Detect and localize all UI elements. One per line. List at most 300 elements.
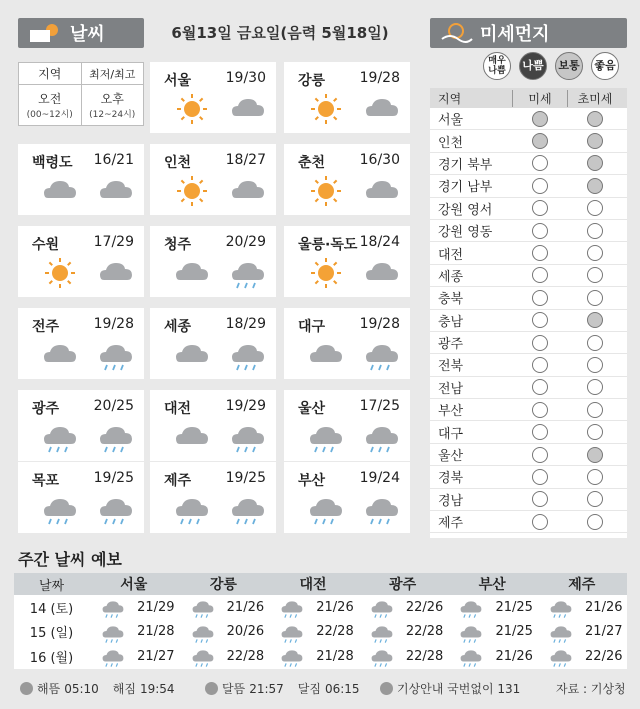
city-name: 제주 bbox=[164, 473, 192, 489]
dust-table-header bbox=[430, 88, 627, 108]
pm25-indicator bbox=[587, 267, 603, 283]
city-name: 청주 bbox=[164, 237, 192, 253]
rain-icon bbox=[279, 646, 305, 668]
pm10-indicator bbox=[532, 155, 548, 171]
weekly-temp: 21/25 bbox=[495, 599, 533, 615]
weekly-temp: 21/26 bbox=[316, 599, 354, 615]
city-card bbox=[284, 144, 410, 215]
rain-icon-wrap bbox=[369, 597, 395, 611]
weekly-title: 주간 날씨 예보 bbox=[18, 550, 122, 569]
dust-header-region: 지역 bbox=[438, 91, 462, 106]
weekly-temp: 22/26 bbox=[585, 648, 623, 664]
pm25-indicator bbox=[587, 200, 603, 216]
cloud-icon bbox=[362, 174, 402, 208]
pm10-indicator bbox=[532, 200, 548, 216]
rain-icon bbox=[96, 420, 136, 454]
dust-cloud-icon bbox=[438, 21, 474, 45]
rain-icon bbox=[96, 492, 136, 526]
city-card bbox=[150, 390, 276, 461]
pm25-indicator bbox=[587, 491, 603, 507]
rain-icon-wrap bbox=[458, 597, 484, 611]
city-card bbox=[150, 144, 276, 215]
rain-icon bbox=[100, 597, 126, 619]
rain-icon bbox=[279, 622, 305, 644]
dust-row bbox=[430, 354, 627, 376]
info-text: 기상안내 국번없이 131 bbox=[397, 682, 521, 696]
source-line bbox=[556, 680, 626, 697]
rain-icon bbox=[458, 646, 484, 668]
rain-icon bbox=[362, 338, 402, 372]
weekly-row bbox=[14, 620, 627, 645]
info-line bbox=[380, 680, 520, 697]
dust-row bbox=[430, 421, 627, 443]
pm25-indicator bbox=[587, 223, 603, 239]
rain-icon bbox=[190, 646, 216, 668]
rain-icon-wrap bbox=[100, 597, 126, 611]
city-card bbox=[18, 390, 144, 461]
city-name: 백령도 bbox=[32, 155, 73, 171]
moon-icon bbox=[205, 682, 218, 695]
cloud-icon bbox=[228, 174, 268, 208]
city-temp: 19/24 bbox=[359, 470, 400, 486]
pm25-indicator bbox=[587, 514, 603, 530]
rain-icon bbox=[279, 597, 305, 619]
rain-icon-wrap bbox=[279, 646, 305, 660]
sun-icon bbox=[20, 682, 33, 695]
rain-icon-wrap bbox=[100, 646, 126, 660]
city-temp: 19/28 bbox=[93, 316, 134, 332]
pm-weather bbox=[96, 256, 136, 290]
sun-icon bbox=[172, 92, 212, 126]
dust-row bbox=[430, 175, 627, 197]
sunset-label: 해짐 bbox=[112, 682, 136, 696]
dust-row bbox=[430, 466, 627, 488]
city-card bbox=[18, 308, 144, 379]
cloud-icon bbox=[96, 256, 136, 290]
dust-row bbox=[430, 444, 627, 466]
am-weather bbox=[40, 420, 80, 454]
rain-icon-wrap bbox=[279, 622, 305, 636]
cloud-icon bbox=[228, 92, 268, 126]
rain-icon bbox=[172, 492, 212, 526]
city-temp: 19/29 bbox=[225, 398, 266, 414]
am-weather bbox=[306, 420, 346, 454]
pm-weather bbox=[362, 338, 402, 372]
cloud-icon bbox=[172, 338, 212, 372]
rain-icon bbox=[369, 597, 395, 619]
rain-icon bbox=[100, 646, 126, 668]
cloud-icon bbox=[362, 92, 402, 126]
weekly-temp: 21/25 bbox=[495, 624, 533, 640]
am-weather bbox=[306, 174, 346, 208]
pm25-indicator bbox=[587, 469, 603, 485]
rain-icon bbox=[369, 646, 395, 668]
pm25-indicator bbox=[587, 178, 603, 194]
city-temp: 20/25 bbox=[93, 398, 134, 414]
weekly-temp: 21/26 bbox=[585, 599, 623, 615]
weekly-date-label: 날짜 bbox=[38, 578, 65, 594]
pm-weather bbox=[96, 338, 136, 372]
pm-weather bbox=[96, 492, 136, 526]
legend-pm: 오후 bbox=[100, 92, 124, 106]
dust-title: 미세먼지 bbox=[480, 24, 550, 45]
dust-region: 대구 bbox=[438, 426, 464, 442]
pm-weather bbox=[228, 92, 268, 126]
am-weather bbox=[40, 256, 80, 290]
dust-row bbox=[430, 332, 627, 354]
pm25-indicator bbox=[587, 155, 603, 171]
legend-pm-range: (12~24시) bbox=[89, 110, 136, 120]
city-name: 전주 bbox=[32, 319, 60, 335]
dust-region: 경기 북부 bbox=[438, 157, 493, 173]
sun-icon bbox=[306, 256, 346, 290]
weekly-temp: 22/28 bbox=[405, 624, 444, 640]
rain-icon bbox=[548, 597, 574, 619]
rain-icon bbox=[40, 420, 80, 454]
cloud-icon bbox=[306, 338, 346, 372]
dust-region: 경북 bbox=[438, 471, 464, 487]
city-card bbox=[150, 462, 276, 533]
rain-icon bbox=[362, 492, 402, 526]
pm25-indicator bbox=[587, 357, 603, 373]
dust-region: 충북 bbox=[438, 292, 464, 308]
dust-row bbox=[430, 108, 627, 130]
dust-row bbox=[430, 377, 627, 399]
weekly-temp: 21/28 bbox=[137, 624, 175, 640]
weekly-temp: 21/27 bbox=[585, 624, 623, 640]
legend-minmax: 최저/최고 bbox=[81, 63, 144, 84]
rain-icon-wrap bbox=[100, 622, 126, 636]
rain-icon bbox=[548, 622, 574, 644]
dust-region: 세종 bbox=[438, 269, 464, 285]
sunrise-time: 05:10 bbox=[64, 681, 99, 696]
sunrise-label: 해뜸 bbox=[37, 682, 61, 696]
city-temp: 19/25 bbox=[225, 470, 266, 486]
pm25-indicator bbox=[587, 335, 603, 351]
pm-weather bbox=[228, 256, 268, 290]
dust-region: 대전 bbox=[438, 247, 464, 263]
pm10-indicator bbox=[532, 447, 548, 463]
dust-row bbox=[430, 242, 627, 264]
pm10-indicator bbox=[532, 178, 548, 194]
legend-am: 오전 bbox=[38, 92, 62, 106]
pm10-indicator bbox=[532, 514, 548, 530]
weekly-temp: 22/28 bbox=[405, 648, 444, 664]
weekly-city-header: 부산 bbox=[478, 577, 506, 593]
city-card bbox=[150, 226, 276, 297]
pm25-indicator bbox=[587, 245, 603, 261]
sun-cloud-icon bbox=[26, 20, 66, 46]
weekly-temp: 21/27 bbox=[137, 648, 175, 664]
source-text: 자료 : 기상청 bbox=[556, 682, 626, 696]
am-weather bbox=[172, 92, 212, 126]
am-weather bbox=[306, 492, 346, 526]
city-name: 세종 bbox=[164, 319, 192, 335]
rain-icon bbox=[40, 492, 80, 526]
am-weather bbox=[172, 420, 212, 454]
pm-weather bbox=[228, 492, 268, 526]
pm10-indicator bbox=[532, 312, 548, 328]
rain-icon bbox=[306, 492, 346, 526]
rain-icon-wrap bbox=[548, 622, 574, 636]
city-temp: 19/28 bbox=[359, 316, 400, 332]
pm-weather bbox=[362, 492, 402, 526]
pm10-indicator bbox=[532, 357, 548, 373]
dust-region: 전북 bbox=[438, 359, 464, 375]
weather-title-badge bbox=[18, 18, 144, 48]
am-weather bbox=[306, 256, 346, 290]
city-temp: 19/28 bbox=[359, 70, 400, 86]
pm10-indicator bbox=[532, 469, 548, 485]
weekly-date: 15 (일) bbox=[29, 626, 74, 642]
date-line: 6월13일 금요일(음력 5월18일) bbox=[171, 24, 389, 42]
rain-icon-wrap bbox=[548, 646, 574, 660]
weekly-temp: 21/26 bbox=[226, 599, 265, 615]
rain-icon bbox=[190, 622, 216, 644]
city-name: 광주 bbox=[32, 401, 60, 417]
rain-icon-wrap bbox=[369, 622, 395, 636]
pm-weather bbox=[96, 174, 136, 208]
dust-row bbox=[430, 220, 627, 242]
rain-icon-wrap bbox=[548, 597, 574, 611]
phone-icon bbox=[380, 682, 393, 695]
rain-icon-wrap bbox=[190, 597, 216, 611]
am-weather bbox=[40, 174, 80, 208]
dust-region: 울산 bbox=[438, 449, 464, 465]
rain-icon bbox=[458, 597, 484, 619]
cloud-icon bbox=[96, 174, 136, 208]
pm-weather bbox=[362, 174, 402, 208]
sun-icon bbox=[172, 174, 212, 208]
dust-legend-normal: 보통 bbox=[555, 52, 583, 80]
city-temp: 16/30 bbox=[359, 152, 400, 168]
rain-icon bbox=[228, 338, 268, 372]
legend-am-range: (00~12시) bbox=[26, 110, 73, 120]
moonrise-time: 21:57 bbox=[249, 681, 284, 696]
dust-row bbox=[430, 130, 627, 152]
pm10-indicator bbox=[532, 133, 548, 149]
moonset-time: 06:15 bbox=[324, 681, 360, 696]
rain-icon bbox=[548, 646, 574, 668]
weekly-date: 16 (월) bbox=[29, 650, 74, 666]
pm25-indicator bbox=[587, 312, 603, 328]
moonset-label: 달짐 bbox=[297, 682, 321, 696]
weekly-temp: 20/26 bbox=[226, 624, 265, 640]
dust-header-pm10: 미세 bbox=[512, 90, 567, 107]
pm10-indicator bbox=[532, 245, 548, 261]
weekly-temp: 21/29 bbox=[137, 599, 175, 615]
city-name: 부산 bbox=[298, 473, 326, 489]
weekly-row bbox=[14, 595, 627, 620]
weekly-temp: 22/28 bbox=[226, 648, 265, 664]
legend-card bbox=[18, 62, 144, 126]
pm25-indicator bbox=[587, 290, 603, 306]
cloud-icon bbox=[172, 420, 212, 454]
pm-weather bbox=[228, 338, 268, 372]
sun-icon bbox=[306, 174, 346, 208]
weekly-date: 14 (토) bbox=[29, 601, 74, 617]
pm10-indicator bbox=[532, 424, 548, 440]
dust-region: 충남 bbox=[438, 314, 464, 330]
city-card bbox=[18, 462, 144, 533]
pm25-indicator bbox=[587, 402, 603, 418]
pm25-indicator bbox=[587, 111, 603, 127]
moonrise-label: 달뜸 bbox=[222, 682, 246, 696]
pm-weather bbox=[96, 420, 136, 454]
cloud-icon bbox=[40, 174, 80, 208]
pm10-indicator bbox=[532, 379, 548, 395]
city-name: 강릉 bbox=[298, 73, 326, 89]
dust-row bbox=[430, 198, 627, 220]
dust-region: 인천 bbox=[438, 135, 464, 151]
city-card bbox=[150, 62, 276, 133]
pm10-indicator bbox=[532, 267, 548, 283]
cloud-icon bbox=[172, 256, 212, 290]
pm10-indicator bbox=[532, 111, 548, 127]
city-temp: 19/25 bbox=[93, 470, 134, 486]
rain-icon-wrap bbox=[190, 622, 216, 636]
am-weather bbox=[40, 492, 80, 526]
sun-info bbox=[20, 680, 175, 697]
sun-icon bbox=[306, 92, 346, 126]
weekly-city-header: 광주 bbox=[389, 577, 417, 593]
weekly-temp: 21/28 bbox=[316, 648, 354, 664]
city-name: 춘천 bbox=[298, 155, 326, 171]
dust-legend-very-bad: 매우나쁨 bbox=[483, 52, 511, 80]
dust-legend-good: 좋음 bbox=[591, 52, 619, 80]
city-name: 대전 bbox=[164, 401, 192, 417]
city-name: 대구 bbox=[298, 319, 326, 335]
city-temp: 20/29 bbox=[225, 234, 266, 250]
dust-row bbox=[430, 287, 627, 309]
weekly-temp: 22/26 bbox=[405, 599, 444, 615]
pm25-indicator bbox=[587, 133, 603, 149]
am-weather bbox=[172, 174, 212, 208]
am-weather bbox=[306, 338, 346, 372]
weather-title: 날씨 bbox=[70, 24, 105, 45]
dust-region: 광주 bbox=[438, 337, 464, 353]
rain-icon bbox=[228, 256, 268, 290]
pm-weather bbox=[362, 256, 402, 290]
pm10-indicator bbox=[532, 402, 548, 418]
moon-info bbox=[205, 680, 360, 697]
city-name: 울릉·독도 bbox=[298, 237, 358, 253]
dust-region: 서울 bbox=[438, 113, 464, 129]
pm10-indicator bbox=[532, 335, 548, 351]
dust-row bbox=[430, 310, 627, 332]
cloud-icon bbox=[40, 338, 80, 372]
dust-region: 제주 bbox=[438, 516, 464, 532]
pm-weather bbox=[362, 92, 402, 126]
legend-region: 지역 bbox=[38, 67, 62, 81]
am-weather bbox=[306, 92, 346, 126]
dust-region: 전남 bbox=[438, 381, 464, 397]
pm10-indicator bbox=[532, 290, 548, 306]
city-name: 목포 bbox=[32, 473, 60, 489]
sun-icon bbox=[40, 256, 80, 290]
city-temp: 18/24 bbox=[359, 234, 400, 250]
weekly-city-header: 제주 bbox=[568, 577, 596, 593]
city-temp: 18/27 bbox=[225, 152, 266, 168]
city-card bbox=[150, 308, 276, 379]
am-weather bbox=[40, 338, 80, 372]
rain-icon-wrap bbox=[279, 597, 305, 611]
city-name: 인천 bbox=[164, 155, 192, 171]
city-card bbox=[18, 144, 144, 215]
dust-row bbox=[430, 511, 627, 533]
pm-weather bbox=[228, 420, 268, 454]
dust-region: 강원 영서 bbox=[438, 202, 493, 218]
pm25-indicator bbox=[587, 379, 603, 395]
city-card bbox=[284, 308, 410, 379]
city-name: 서울 bbox=[164, 73, 192, 89]
pm10-indicator bbox=[532, 491, 548, 507]
rain-icon bbox=[100, 622, 126, 644]
dust-legend-bad: 나쁨 bbox=[519, 52, 547, 80]
rain-icon bbox=[306, 420, 346, 454]
city-temp: 18/29 bbox=[225, 316, 266, 332]
pm25-indicator bbox=[587, 424, 603, 440]
city-temp: 17/25 bbox=[359, 398, 400, 414]
rain-icon bbox=[458, 622, 484, 644]
weekly-temp: 21/26 bbox=[495, 648, 533, 664]
dust-row bbox=[430, 399, 627, 421]
rain-icon-wrap bbox=[369, 646, 395, 660]
rain-icon-wrap bbox=[458, 646, 484, 660]
city-temp: 16/21 bbox=[93, 152, 134, 168]
weekly-city-header: 대전 bbox=[299, 577, 327, 593]
weekly-table bbox=[14, 573, 627, 669]
rain-icon-wrap bbox=[458, 622, 484, 636]
dust-title-badge bbox=[430, 18, 627, 48]
am-weather bbox=[172, 492, 212, 526]
dust-region: 경기 남부 bbox=[438, 180, 493, 196]
pm-weather bbox=[362, 420, 402, 454]
city-card bbox=[284, 62, 410, 133]
pm10-indicator bbox=[532, 223, 548, 239]
rain-icon bbox=[228, 492, 268, 526]
weekly-temp: 22/28 bbox=[316, 624, 354, 640]
weekly-city-header: 서울 bbox=[120, 577, 148, 593]
dust-header-pm25: 초미세 bbox=[567, 90, 622, 107]
weekly-city-header: 강릉 bbox=[209, 577, 237, 593]
city-temp: 19/30 bbox=[225, 70, 266, 86]
am-weather bbox=[172, 338, 212, 372]
dust-table bbox=[430, 88, 627, 538]
dust-row bbox=[430, 153, 627, 175]
dust-region: 부산 bbox=[438, 404, 464, 420]
cloud-icon bbox=[362, 256, 402, 290]
dust-row bbox=[430, 265, 627, 287]
pm-weather bbox=[228, 174, 268, 208]
city-name: 울산 bbox=[298, 401, 326, 417]
am-weather bbox=[172, 256, 212, 290]
rain-icon bbox=[190, 597, 216, 619]
rain-icon bbox=[369, 622, 395, 644]
weekly-header bbox=[14, 573, 627, 595]
weekly-row bbox=[14, 644, 627, 669]
sunset-time: 19:54 bbox=[139, 681, 175, 696]
city-card bbox=[18, 226, 144, 297]
rain-icon bbox=[362, 420, 402, 454]
rain-icon bbox=[96, 338, 136, 372]
rain-icon-wrap bbox=[190, 646, 216, 660]
city-card bbox=[284, 226, 410, 297]
city-card bbox=[284, 390, 410, 461]
dust-row bbox=[430, 489, 627, 511]
dust-region: 경남 bbox=[438, 493, 464, 509]
city-temp: 17/29 bbox=[93, 234, 134, 250]
